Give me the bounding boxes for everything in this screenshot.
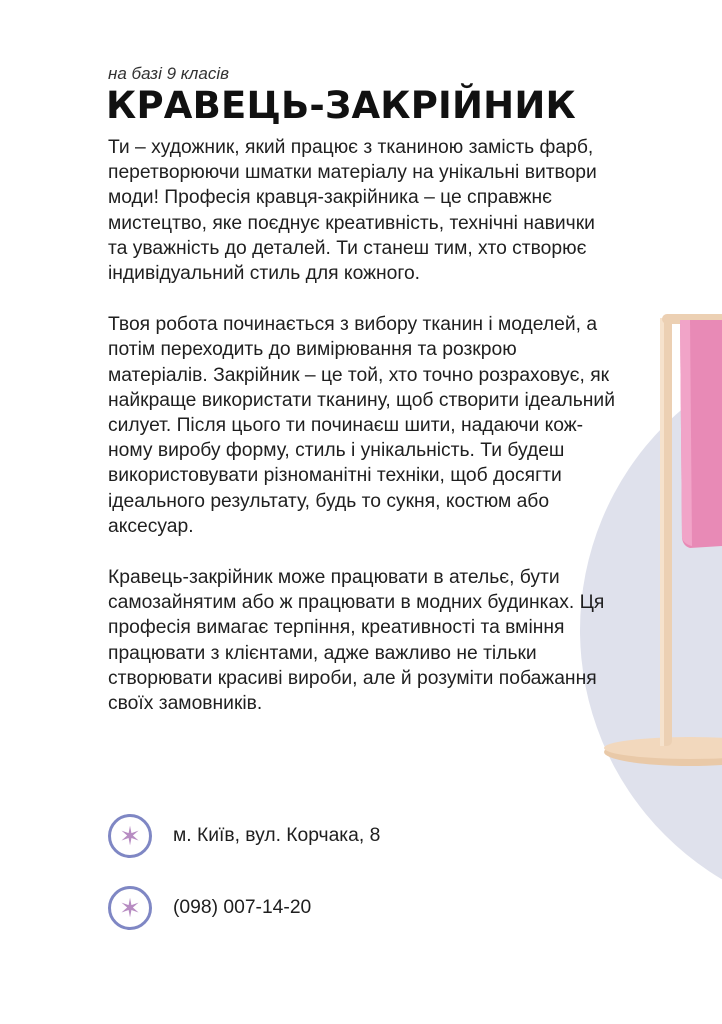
eight-point-star-icon: ✶ — [108, 814, 152, 858]
paragraph-career: Кравець-закрійник може працювати в ательє, бути самозайнятим або ж працювати в модних будинках. Ця професія вимагає терпіння, креативності та вміння працювати з клієнтами, адже важливо не тільки створювати красиві вироби, але й розуміти побажання своїх замовників. — [108, 567, 605, 715]
subtitle: на базі 9 класів — [108, 64, 229, 83]
description — [108, 135, 618, 742]
page-title: КРАВЕЦЬ-ЗАКРІЙНИК — [106, 84, 576, 127]
paragraph-work: Твоя робота починається з вибору тканин і моделей, а потім переходить до вимірювання та розкрою матеріалів. Закрійник – це той, хто точно розраховує, як найкраще використати тканину, щоб створити ідеальний силует. Після цього ти починаєш шити, надаючи кожному виробу форму, стиль і унікальність. Ти будеш використовувати різноманітні техніки, щоб досягти ідеального результату, будь то сукня, костюм або аксесуар. — [108, 314, 615, 537]
phone-text: (098) 007-14-20 — [173, 897, 312, 918]
address-text: м. Київ, вул. Корчака, 8 — [173, 825, 381, 846]
contact-phone — [108, 886, 311, 930]
eight-point-star-icon: ✶ — [108, 886, 152, 930]
contact-address — [108, 814, 380, 858]
paragraph-intro: Ти – художник, який працює з тканиною замість фарб, перетворюючи шматки матеріалу на унікальні витвори моди! Професія кравця-закрійника – це справжнє мистецтво, яке поєднує креативність, технічні навички та уважність до деталей. Ти станеш тим, хто створює індивідуальний стиль для кожного. — [108, 137, 597, 285]
